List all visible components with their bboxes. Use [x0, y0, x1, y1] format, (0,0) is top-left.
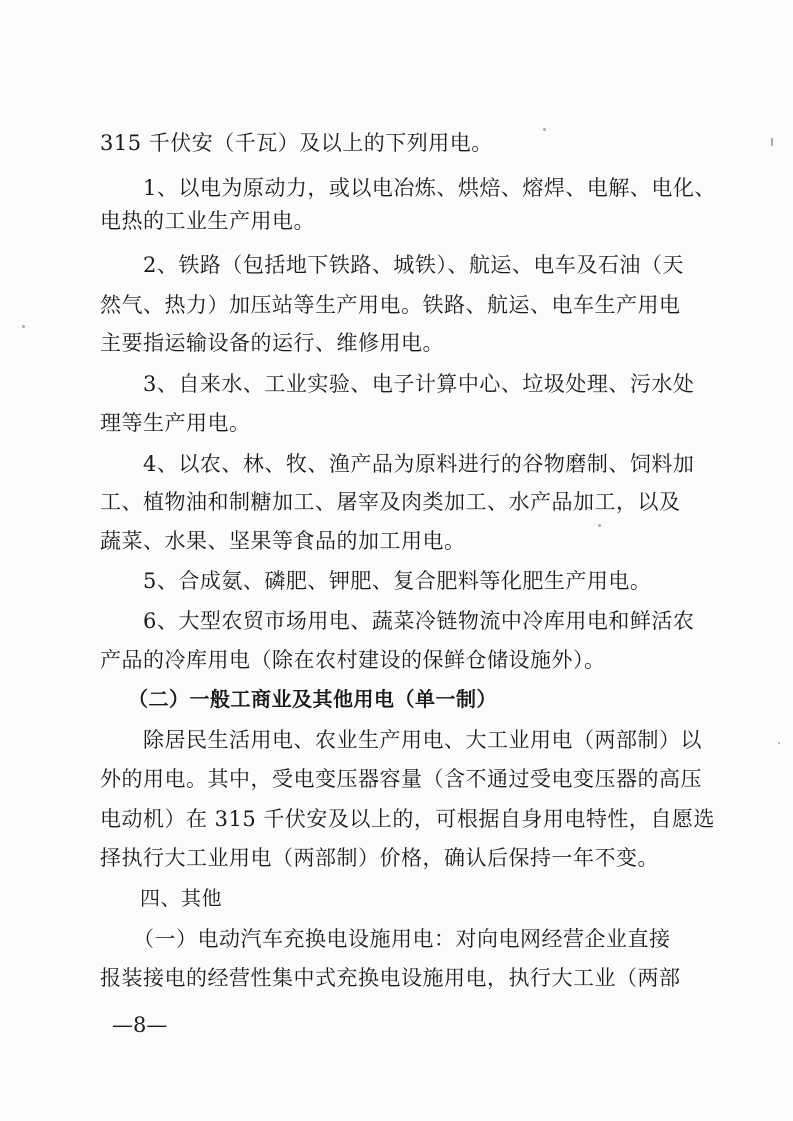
list-item-1-line: 1、以电为原动力，或以电冶炼、烘焙、熔焊、电解、电化、 — [143, 176, 716, 200]
scan-speck — [778, 742, 780, 744]
body-paragraph-line: 除居民生活用电、农业生产用电、大工业用电（两部制）以 — [143, 728, 702, 752]
scan-speck — [543, 128, 546, 131]
list-item-4-continuation: 工、植物油和制糖加工、屠宰及肉类加工、水产品加工，以及 — [100, 490, 681, 514]
body-paragraph-line: 电动机）在 315 千伏安及以上的，可根据自身用电特性，自愿选 — [100, 807, 715, 831]
list-item-6-continuation: 产品的冷库用电（除在农村建设的保鲜仓储设施外）。 — [100, 648, 606, 672]
list-item-1-continuation: 电热的工业生产用电。 — [100, 209, 315, 233]
page-number: —8— — [112, 1013, 168, 1037]
list-item-4-continuation: 蔬菜、水果、坚果等食品的加工用电。 — [100, 529, 466, 553]
body-line: 315 千伏安（千瓦）及以上的下列用电。 — [100, 131, 493, 155]
scan-speck — [598, 524, 601, 527]
body-paragraph-line: （一）电动汽车充换电设施用电：对向电网经营企业直接 — [133, 927, 671, 951]
scan-speck — [22, 325, 25, 328]
body-paragraph-line: 择执行大工业用电（两部制）价格，确认后保持一年不变。 — [100, 846, 659, 870]
list-item-3-continuation: 理等生产用电。 — [100, 411, 251, 435]
body-paragraph-line: 外的用电。其中，受电变压器容量（含不通过受电变压器的高压 — [100, 767, 702, 791]
body-paragraph-line: 报装接电的经营性集中式充换电设施用电，执行大工业（两部 — [100, 966, 681, 990]
list-item-6-line: 6、大型农贸市场用电、蔬菜冷链物流中冷库用电和鲜活农 — [143, 609, 695, 633]
list-item-2-line: 2、铁路（包括地下铁路、城铁）、航运、电车及石油（天 — [143, 253, 684, 277]
list-item-2-continuation: 然气、热力）加压站等生产用电。铁路、航运、电车生产用电 — [100, 293, 681, 317]
section-heading-others: 四、其他 — [140, 886, 222, 910]
section-heading-general-commercial: （二）一般工商业及其他用电（单一制） — [128, 687, 497, 711]
list-item-5-line: 5、合成氨、磷肥、钾肥、复合肥料等化肥生产用电。 — [143, 569, 652, 593]
list-item-4-line: 4、以农、林、牧、渔产品为原料进行的谷物磨制、饲料加 — [143, 452, 695, 476]
list-item-3-line: 3、自来水、工业实验、电子计算中心、垃圾处理、污水处 — [143, 372, 695, 396]
scan-speck — [771, 138, 773, 146]
list-item-2-continuation: 主要指运输设备的运行、维修用电。 — [100, 331, 444, 355]
